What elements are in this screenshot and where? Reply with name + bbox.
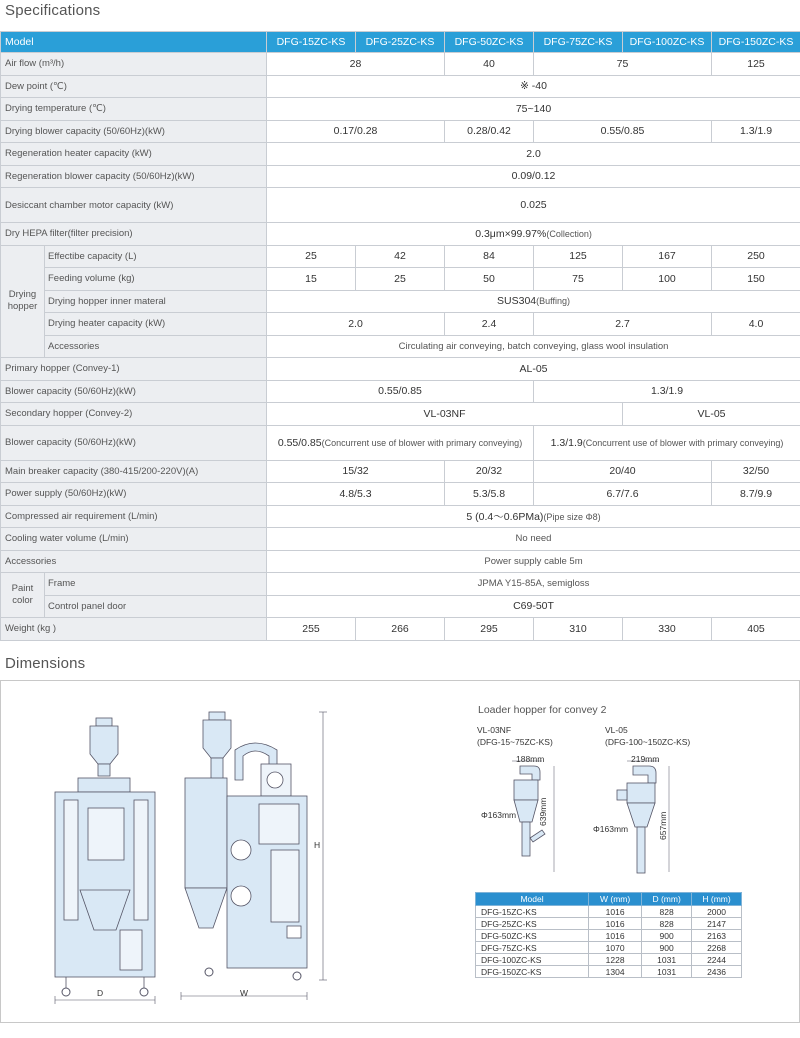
table-row [1,290,800,313]
cell-value: 125 [712,53,800,76]
cell-value: 266 [356,618,445,641]
table-row [1,53,800,76]
table-row [1,483,800,506]
cell-value: 125 [534,245,623,268]
cell-value: 6.7/7.6 [534,483,712,506]
cell-value: 40 [445,53,534,76]
cell: 1228 [589,954,642,966]
table-row [1,98,800,121]
table-row [1,245,800,268]
model-header-cell: DFG-100ZC-KS [623,32,712,53]
cell-value [267,223,800,246]
dimension-d-label: D [97,988,104,998]
cell: 1031 [642,954,692,966]
drying-hopper-group-label: Drying hopper [1,245,45,358]
cell-value: 84 [445,245,534,268]
cell-value: 0.17/0.28 [267,120,445,143]
cell-value: 2.0 [267,143,800,166]
table-row [1,223,800,246]
vl03-height-label: 639mm [538,797,548,826]
vl03-width-label: 188mm [516,754,545,764]
cell-value: 15/32 [267,460,445,483]
cell-value: 310 [534,618,623,641]
cell: DFG-25ZC-KS [476,918,589,930]
cell-value [534,425,800,460]
table-row [1,618,800,641]
cell-value [267,425,534,460]
cell-value: 2.4 [445,313,534,336]
table-row [1,75,800,98]
cell: 2244 [692,954,742,966]
cell: 1016 [589,906,642,918]
table-row [476,966,742,978]
column-header: W (mm) [589,893,642,906]
table-row [1,335,800,358]
column-header: D (mm) [642,893,692,906]
table-row [1,120,800,143]
cell: 1016 [589,918,642,930]
table-row [476,954,742,966]
row-label: Main breaker capacity (380-415/200-220V)(A) [1,460,267,483]
dimension-h-label: H [314,840,321,850]
cell-value: 25 [356,268,445,291]
cell: 1070 [589,942,642,954]
cell-value: 250 [712,245,800,268]
table-row [1,573,800,596]
row-label: Regeneration blower capacity (50/60Hz)(kW) [1,165,267,188]
cell-main: SUS304 [497,295,537,308]
row-label: Drying heater capacity (kW) [45,313,267,336]
cell-value: 0.28/0.42 [445,120,534,143]
cell-value: 4.0 [712,313,800,336]
cell-main: 1.3/1.9 [550,436,583,449]
row-label: Blower capacity (50/60Hz)(kW) [1,425,267,460]
row-label: Feeding volume (kg) [45,268,267,291]
cell-value: VL-03NF [267,403,623,426]
table-row [1,268,800,291]
model-header: Model [1,32,267,53]
row-label: Accessories [1,550,267,573]
vl03-range: (DFG-15~75ZC-KS) [477,737,553,747]
side-view-drawing [175,700,335,1005]
model-header-cell: DFG-15ZC-KS [267,32,356,53]
cell-value: No need [267,528,800,551]
cell-value [267,505,800,528]
table-row [1,528,800,551]
specifications-heading: Specifications [5,2,101,19]
dimensions-table [475,892,742,978]
table-row [1,425,800,460]
cell-value: Circulating air conveying, batch conveying, glass wool insulation [267,335,800,358]
row-label: Dry HEPA filter(filter precision) [1,223,267,246]
cell-main: 0.55/0.85 [277,436,322,449]
row-label: Desiccant chamber motor capacity (kW) [1,188,267,223]
cell: 2436 [692,966,742,978]
table-row [1,550,800,573]
row-label: Weight (kg ) [1,618,267,641]
cell: 900 [642,930,692,942]
row-label: Drying blower capacity (50/60Hz)(kW) [1,120,267,143]
row-label: Frame [45,573,267,596]
cell: 2147 [692,918,742,930]
cell-value: AL-05 [267,358,800,381]
cell-value [267,290,800,313]
column-header: H (mm) [692,893,742,906]
cell-value: 2.0 [267,313,445,336]
table-row [1,460,800,483]
cell: DFG-150ZC-KS [476,966,589,978]
cell: 2268 [692,942,742,954]
cell: DFG-100ZC-KS [476,954,589,966]
model-header-cell: DFG-75ZC-KS [534,32,623,53]
table-row [1,188,800,223]
table-row [1,595,800,618]
model-header-cell: DFG-25ZC-KS [356,32,445,53]
table-row [1,313,800,336]
row-label: Drying hopper inner materal [45,290,267,313]
row-label: Accessories [45,335,267,358]
cell-value: 50 [445,268,534,291]
cell-value: 2.7 [534,313,712,336]
cell-value: 32/50 [712,460,800,483]
table-row [1,143,800,166]
cell-value: Power supply cable 5m [267,550,800,573]
column-header: Model [476,893,589,906]
cell-main: 5 (0.4～0.6PMa) [466,510,544,523]
vl03-diameter-label: Φ163mm [481,810,517,820]
row-label: Cooling water volume (L/min) [1,528,267,551]
row-label: Air flow (m³/h) [1,53,267,76]
cell-value: 75 [534,53,712,76]
cell-note: (Buffing) [536,296,570,307]
vl05-name: VL-05 [605,725,628,735]
cell-value: JPMA Y15-85A, semigloss [267,573,800,596]
cell-value: 100 [623,268,712,291]
table-row [476,906,742,918]
table-row [1,403,800,426]
cell-value: 42 [356,245,445,268]
cell: 2163 [692,930,742,942]
row-label: Effectibe capacity (L) [45,245,267,268]
table-row [1,165,800,188]
cell-value: 0.55/0.85 [534,120,712,143]
cell-value: 5.3/5.8 [445,483,534,506]
cell: 1016 [589,930,642,942]
cell-main: 0.3μm×99.97% [475,227,547,240]
dimension-w-label: W [240,988,249,998]
table-row [476,930,742,942]
vl05-height-label: 657mm [658,811,668,840]
cell-value: 0.025 [267,188,800,223]
paint-color-group-label: Paint color [1,573,45,618]
row-label: Control panel door [45,595,267,618]
cell-value: 20/32 [445,460,534,483]
loader-hopper-title: Loader hopper for convey 2 [478,704,607,716]
cell-value: 405 [712,618,800,641]
cell-value: 150 [712,268,800,291]
cell-value: 0.09/0.12 [267,165,800,188]
cell: DFG-15ZC-KS [476,906,589,918]
table-row [1,505,800,528]
row-label: Dew point (℃) [1,75,267,98]
cell-value: 75~140 [267,98,800,121]
table-row [1,358,800,381]
model-header-cell: DFG-150ZC-KS [712,32,800,53]
cell-value: 295 [445,618,534,641]
cell-note: (Concurrent use of blower with primary conveying) [582,437,784,448]
cell-value: 167 [623,245,712,268]
specifications-table [0,31,800,641]
table-row [476,918,742,930]
vl05-diameter-label: Φ163mm [593,824,629,834]
table-row [1,380,800,403]
model-header-cell: DFG-50ZC-KS [445,32,534,53]
cell: 828 [642,906,692,918]
cell: 1031 [642,966,692,978]
cell-note: (Collection) [546,228,592,239]
cell: 2000 [692,906,742,918]
cell-value: 28 [267,53,445,76]
vl03-name: VL-03NF [477,725,512,735]
cell: 900 [642,942,692,954]
cell: 1304 [589,966,642,978]
cell: 828 [642,918,692,930]
dimensions-heading: Dimensions [5,655,86,672]
cell-value: 255 [267,618,356,641]
vl05-range: (DFG-100~150ZC-KS) [605,737,691,747]
cell-value: 75 [534,268,623,291]
cell-value: 8.7/9.9 [712,483,800,506]
cell-value: 15 [267,268,356,291]
cell-note: (Concurrent use of blower with primary conveying) [321,437,523,448]
table-header-row [1,32,800,53]
cell-value: VL-05 [623,403,800,426]
row-label: Regeneration heater capacity (kW) [1,143,267,166]
cell-value: C69-50T [267,595,800,618]
cell-value: 1.3/1.9 [712,120,800,143]
cell-value: 20/40 [534,460,712,483]
row-label: Secondary hopper (Convey-2) [1,403,267,426]
row-label: Primary hopper (Convey-1) [1,358,267,381]
cell: DFG-75ZC-KS [476,942,589,954]
cell-note: (Pipe size Φ8) [543,511,601,522]
cell-value: 4.8/5.3 [267,483,445,506]
row-label: Drying temperature (℃) [1,98,267,121]
cell-value: ※ -40 [267,75,800,98]
row-label: Power supply (50/60Hz)(kW) [1,483,267,506]
row-label: Blower capacity (50/60Hz)(kW) [1,380,267,403]
cell: DFG-50ZC-KS [476,930,589,942]
cell-value: 1.3/1.9 [534,380,800,403]
cell-value: 0.55/0.85 [267,380,534,403]
table-row [476,942,742,954]
front-view-drawing [30,700,170,1005]
cell-value: 330 [623,618,712,641]
vl05-width-label: 219mm [631,754,660,764]
table-header-row [476,893,742,906]
row-label: Compressed air requirement (L/min) [1,505,267,528]
cell-value: 25 [267,245,356,268]
